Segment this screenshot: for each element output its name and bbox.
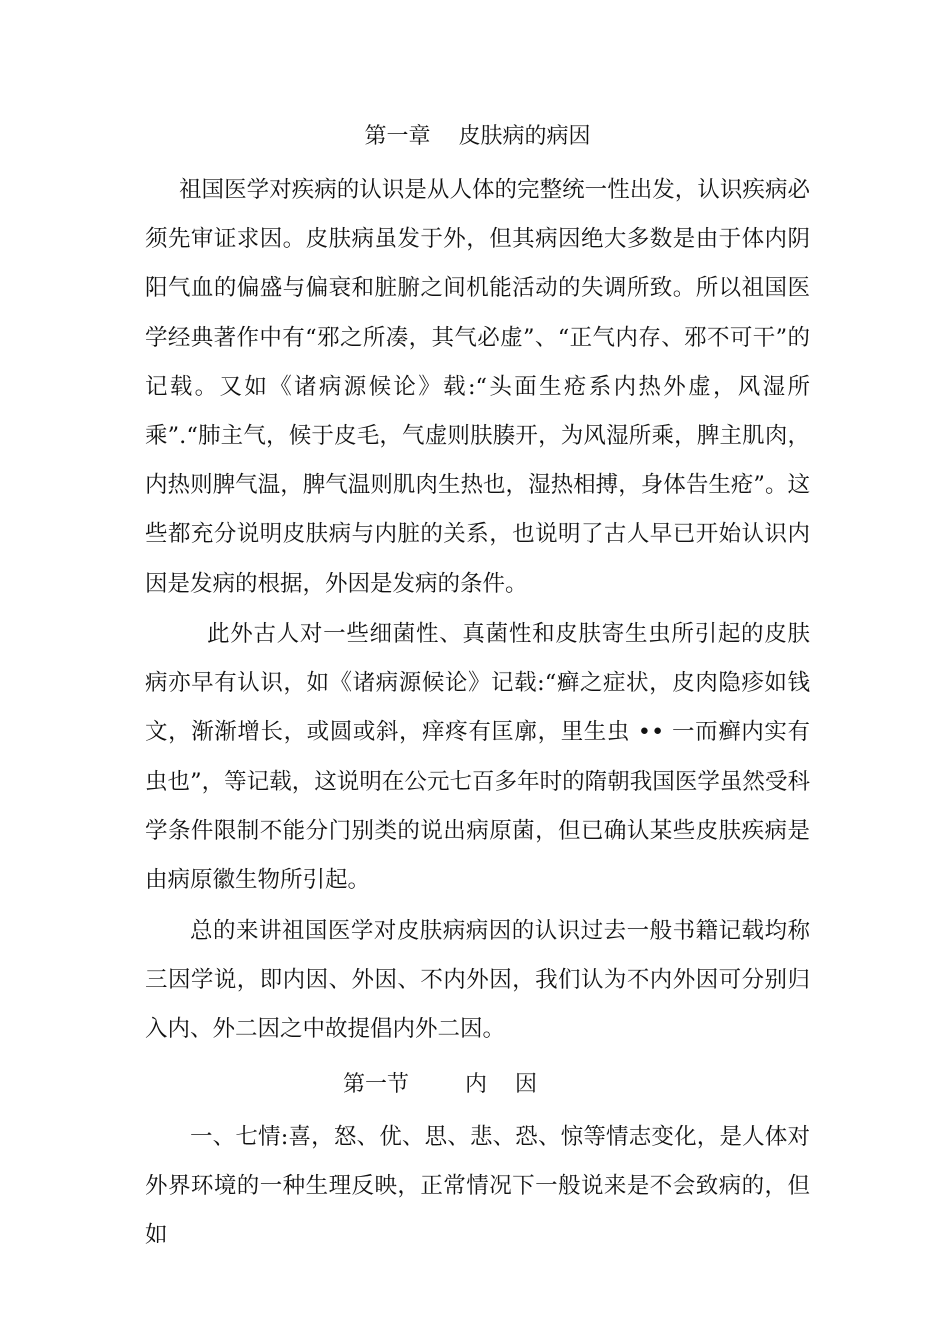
section-title: 第一节 内 因 <box>343 1072 537 1097</box>
chapter-title: 第一章 皮肤病的病因 <box>364 124 591 149</box>
paragraph-block-2 <box>145 610 810 905</box>
paragraph-block-4 <box>145 1113 810 1261</box>
paragraph-block-3 <box>145 907 810 1055</box>
paragraph: 祖国医学对疾病的认识是从人体的完整统一性出发，认识疾病必须先审证求因。皮肤病虽发于外，但其病因绝大多数是由于体内阴阳气血的偏盛与偏衰和脏腑之间机能活动的失调所致。所以祖国医学经典著作中有“邪之所凑，其气必虚”、“正气内存、邪不可干”的记载。又如《诸病源候论》载:“头面生疮系内热外虚，风湿所乘”.“肺主气，候于皮毛，气虚则肤腠开，为风湿所乘，脾主肌肉，内热则脾气温，脾气温则肌肉生热也，湿热相搏，身体告生疮”。这些都充分说明皮肤病与内脏的关系，也说明了古人早已开始认识内因是发病的根据，外因是发病的条件。 <box>145 177 810 597</box>
paragraph: 一、七情:喜，怒、优、思、悲、恐、惊等情志变化，是人体对外界环境的一种生理反映，正常情况下一般说来是不会致病的，但如 <box>145 1124 810 1249</box>
paragraph: 总的来讲祖国医学对皮肤病病因的认识过去一般书籍记载均称三因学说，即内因、外因、不内外因，我们认为不内外因可分别归入内、外二因之中故提倡内外二因。 <box>145 918 810 1043</box>
paragraph: 此外古人对一些细菌性、真菌性和皮肤寄生虫所引起的皮肤病亦早有认识，如《诸病源候论》记载:“癣之症状，皮肉隐疹如钱文，渐渐增长，或圆或斜，痒疼有匡廓，里生虫 •• 一而癣内实有虫也”，等记载，这说明在公元七百多年时的隋朝我国医学虽然受科学条件限制不能分门别类的说出病原菌，但已确认某些皮肤疾病是由病原徽生物所引起。 <box>145 621 810 894</box>
paragraph-block-1 <box>145 166 810 609</box>
